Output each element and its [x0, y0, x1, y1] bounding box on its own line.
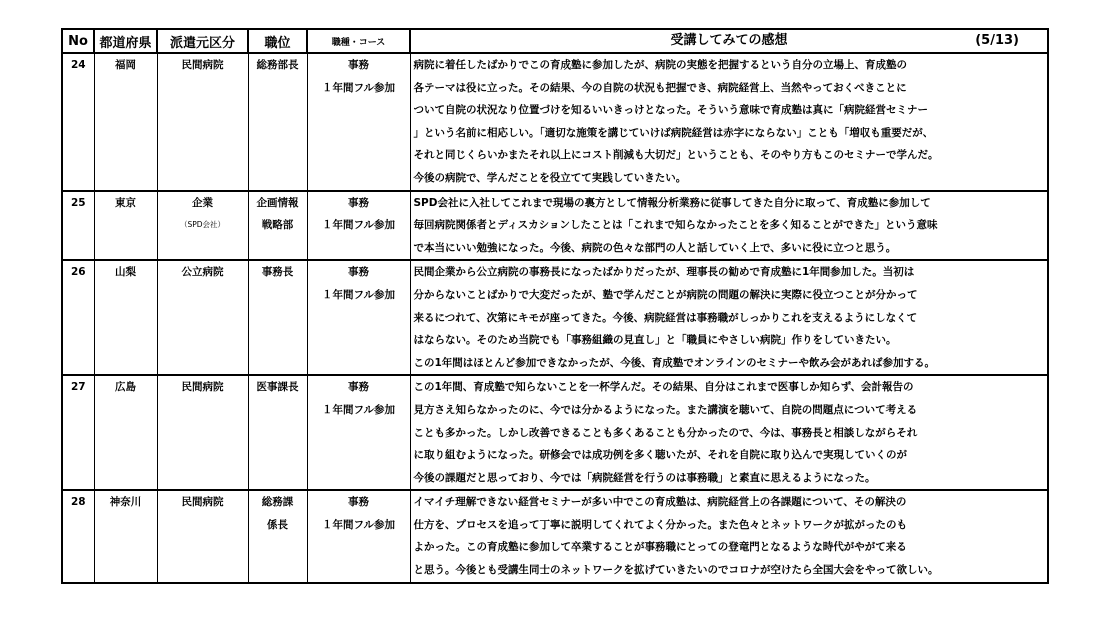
row-dispatch-category	[157, 260, 248, 375]
row-dispatch-category-line: 民間病院	[181, 496, 224, 509]
row-no-line: 26	[70, 266, 86, 279]
header-dispatch-category: 派遣元区分	[157, 29, 248, 53]
row-course-line: 事務	[348, 496, 369, 509]
row-impression-line: ことも多かった。しかし改善できることも多くあることも分かったので、今は、事務長と相談しながらそれ	[413, 426, 918, 439]
row-impression-line: 病院に着任したばかりでこの育成塾に参加したが、病院の実態を把握するという自分の立場上、育成塾の	[413, 59, 907, 71]
header-position: 職位	[248, 29, 307, 53]
row-position-line: 係長	[267, 518, 288, 531]
row-no-line: 28	[70, 496, 86, 509]
row-impression-line: はならない。そのため当院でも「事務組織の見直し」と「職員にやさしい病院」作りをしていきたい。	[413, 334, 897, 347]
row-prefecture	[94, 53, 157, 191]
row-course	[307, 260, 410, 375]
row-position	[248, 53, 307, 191]
row-prefecture	[94, 191, 157, 261]
row-dispatch-category	[157, 53, 248, 191]
row-prefecture	[94, 375, 157, 490]
row-position-line: 総務部長	[256, 59, 299, 71]
row-no-line: 24	[70, 59, 86, 71]
row-impression-line: で本当にいい勉強になった。今後、病院の色々な部門の人と話していく上で、多いに役に立つと思う。	[413, 241, 897, 254]
row-impression-line: SPD会社に入社してこれまで現場の裏方として情報分析業務に従事してきた自分に取って、育成塾に参加して	[413, 196, 931, 209]
row-position-line: 総務課	[261, 496, 294, 509]
row-impression-line: 各テーマは役に立った。その結果、今の自院の状況も把握でき、病院経営上、当然やっておくべきことに	[413, 81, 907, 94]
page-indicator: (5/13)	[975, 33, 1019, 48]
row-course	[307, 53, 410, 191]
row-course-line: １年間フル参加	[321, 518, 396, 531]
row-prefecture-line: 東京	[115, 196, 136, 209]
row-impression-line: 見方さえ知らなかったのに、今では分かるようになった。また講演を聴いて、自院の問題点について考える	[413, 403, 918, 416]
row-no	[62, 490, 94, 582]
row-impression-line: 仕方を、プロセスを追って丁寧に説明してくれてよく分かった。また色々とネットワークが拡がったのも	[413, 518, 907, 531]
row-dispatch-category-line: 企業	[192, 196, 213, 209]
row-impression-line: 毎回病院関係者とディスカションしたことは「これまで知らなかったことを多く知ることができた」という意味	[413, 219, 938, 232]
row-impression-line: と思う。今後とも受講生同士のネットワークを拡げていきたいのでコロナが空けたら全国大会をやって欲しい。	[413, 564, 939, 577]
row-course-line: １年間フル参加	[321, 288, 396, 301]
header-prefecture: 都道府県	[94, 29, 157, 53]
row-dispatch-category-line: （SPD会社）	[179, 220, 226, 230]
row-impression-line: この1年間、育成塾で知らないことを一杯学んだ。その結果、自分はこれまで医事しか知らず、会計報告の	[413, 381, 914, 394]
header-row	[62, 29, 1048, 53]
row-prefecture-line: 広島	[115, 381, 136, 394]
row-impression-line: 」という名前に相応しい。「適切な施策を講じていけば病院経営は赤字にならない」ことも「増収も重要だが、	[413, 126, 934, 139]
table-row	[62, 490, 1048, 582]
row-no	[62, 191, 94, 261]
table-row	[62, 191, 1048, 261]
row-course	[307, 375, 410, 490]
row-impression-line: ついて自院の状況なり位置づけを知るいいきっけとなった。そういう意味で育成塾は真に「病院経営セミナー	[413, 104, 928, 117]
row-impression-line: 今後の課題だと思っており、今では「病院経営を行うのは事務職」と素直に思えるようになった。	[413, 471, 876, 484]
row-impression-line: に取り組むようになった。研修会では成功例を多く聴いたが、それを自院に取り込んで実現していくのが	[413, 449, 907, 462]
row-dispatch-category-line: 公立病院	[181, 266, 224, 279]
impressions-table	[61, 28, 1049, 584]
table-row	[62, 53, 1048, 191]
row-impression-line: 来るにつれて、次第にキモが座ってきた。今後、病院経営は事務職がしっかりこれを支えるようにしなくて	[413, 311, 918, 324]
row-no	[62, 53, 94, 191]
header-course: 職種・コース	[307, 29, 410, 53]
row-impression-line: 分からないことばかりで大変だったが、塾で学んだことが病院の問題の解決に実際に役立つことが分かって	[413, 288, 918, 301]
row-course	[307, 191, 410, 261]
row-course-line: 事務	[348, 196, 369, 209]
row-position	[248, 260, 307, 375]
row-course-line: 事務	[348, 266, 369, 279]
row-course	[307, 490, 410, 582]
row-prefecture	[94, 490, 157, 582]
row-position-line: 企画情報	[256, 196, 299, 209]
row-course-line: １年間フル参加	[321, 219, 396, 232]
row-dispatch-category	[157, 490, 248, 582]
row-impression-line: この1年間はほとんど参加できなかったが、今後、育成塾でオンラインのセミナーや飲み会があれば参加する。	[413, 356, 935, 369]
row-course-line: １年間フル参加	[321, 403, 396, 416]
row-position-line: 事務長	[261, 266, 294, 279]
row-no-line: 25	[70, 196, 86, 209]
row-impression	[410, 191, 1048, 261]
row-impression-line: 民間企業から公立病院の事務長になったばかりだったが、理事長の勧めで育成塾に1年間参加した。当初は	[413, 266, 915, 279]
row-impression-line: イマイチ理解できない経営セミナーが多い中でこの育成塾は、病院経営上の各課題について、その解決の	[413, 496, 907, 509]
row-impression-line: 今後の病院で、学んだことを役立てて実践していきたい。	[413, 171, 687, 184]
table-row	[62, 260, 1048, 375]
row-prefecture-line: 福岡	[115, 59, 136, 71]
row-position-line: 医事課長	[256, 381, 299, 394]
row-position	[248, 490, 307, 582]
row-dispatch-category-line: 民間病院	[181, 381, 224, 394]
row-impression	[410, 260, 1048, 375]
header-no: No	[62, 29, 94, 53]
header-impressions-title: 受講してみての感想	[670, 33, 788, 48]
row-prefecture-line: 神奈川	[109, 496, 142, 509]
row-no	[62, 375, 94, 490]
row-dispatch-category	[157, 191, 248, 261]
row-impression-line: それと同じくらいかまたそれ以上にコスト削減も大切だ」ということも、そのやり方もこのセミナーで学んだ。	[413, 149, 939, 162]
row-prefecture-line: 山梨	[115, 266, 136, 279]
row-course-line: 事務	[348, 59, 369, 71]
row-impression	[410, 375, 1048, 490]
row-no-line: 27	[70, 381, 86, 394]
row-no	[62, 260, 94, 375]
row-impression	[410, 490, 1048, 582]
row-position	[248, 191, 307, 261]
row-dispatch-category-line: 民間病院	[181, 59, 224, 71]
row-prefecture	[94, 260, 157, 375]
row-dispatch-category	[157, 375, 248, 490]
row-course-line: 事務	[348, 381, 369, 394]
row-impression-line: よかった。この育成塾に参加して卒業することが事務職にとっての登竜門となるような時代がやがて来る	[413, 541, 907, 554]
table-body	[62, 53, 1048, 583]
header-impressions	[410, 29, 1048, 53]
row-impression	[410, 53, 1048, 191]
row-course-line: １年間フル参加	[321, 81, 396, 94]
row-position	[248, 375, 307, 490]
table-row	[62, 375, 1048, 490]
row-position-line: 戦略部	[261, 219, 294, 232]
